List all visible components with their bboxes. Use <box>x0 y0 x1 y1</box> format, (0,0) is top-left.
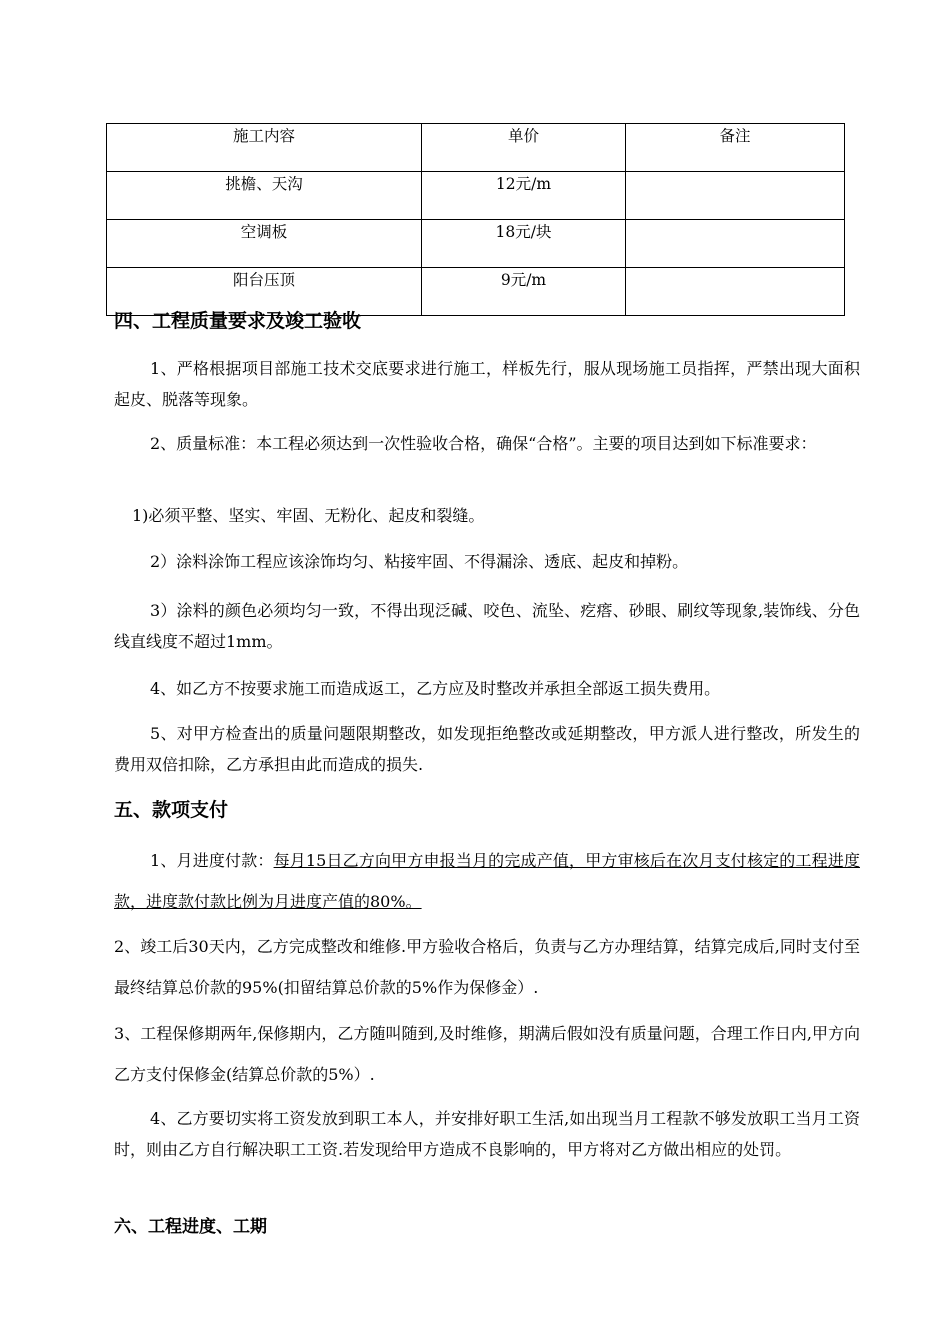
table-cell <box>626 220 845 268</box>
paragraph: 4、乙方要切实将工资发放到职工本人，并安排好职工生活,如出现当月工程款不够发放职工当月工资时，则由乙方自行解决职工工资.若发现给甲方造成不良影响的，甲方将对乙方做出相应的处罚。 <box>114 1109 860 1159</box>
paragraph: 2、质量标准：本工程必须达到一次性验收合格，确保“合格”。主要的项目达到如下标准要求： <box>150 434 817 453</box>
table-cell <box>626 268 845 316</box>
section-heading: 五、款项支付 <box>114 799 229 821</box>
paragraph-lead: 1、月进度付款： <box>150 851 274 870</box>
price-table <box>106 123 845 316</box>
section-heading: 六、工程进度、工期 <box>114 1217 267 1237</box>
paragraph: 3、工程保修期两年,保修期内，乙方随叫随到,及时维修，期满后假如没有质量问题，合理工作日内,甲方向乙方支付保修金(结算总价款的5%）. <box>114 1024 860 1084</box>
table-header-cell: 施工内容 <box>107 124 422 172</box>
paragraph: 2、竣工后30天内，乙方完成整改和维修.甲方验收合格后，负责与乙方办理结算，结算完成后,同时支付至最终结算总价款的95%(扣留结算总价款的5%作为保修金）. <box>114 937 860 997</box>
table-row <box>107 172 845 220</box>
paragraph: 1)必须平整、坚实、牢固、无粉化、起皮和裂缝。 <box>132 506 485 525</box>
table-cell: 阳台压顶 <box>107 268 422 316</box>
table-cell: 挑檐、天沟 <box>107 172 422 220</box>
table-header-row <box>107 124 845 172</box>
paragraph <box>114 840 860 922</box>
paragraph: 5、对甲方检查出的质量问题限期整改，如发现拒绝整改或延期整改，甲方派人进行整改，所发生的费用双倍扣除，乙方承担由此而造成的损失. <box>114 724 860 774</box>
paragraph: 4、如乙方不按要求施工而造成返工，乙方应及时整改并承担全部返工损失费用。 <box>150 679 721 698</box>
section-heading: 四、工程质量要求及竣工验收 <box>114 310 362 332</box>
table-cell: 18元/块 <box>422 220 626 268</box>
underlined-text: 每月15日乙方向甲方申报当月的完成产值，甲方审核后在次月支付核定的工程进度款，进度款付款比例为月进度产值的80%。 <box>114 851 860 911</box>
table-header-cell: 单价 <box>422 124 626 172</box>
table-cell: 12元/m <box>422 172 626 220</box>
table-row <box>107 220 845 268</box>
table-cell: 9元/m <box>422 268 626 316</box>
paragraph: 1、严格根据项目部施工技术交底要求进行施工，样板先行，服从现场施工员指挥，严禁出现大面积起皮、脱落等现象。 <box>114 359 860 409</box>
paragraph: 3）涂料的颜色必须均匀一致，不得出现泛碱、咬色、流坠、疙瘩、砂眼、刷纹等现象,装饰线、分色线直线度不超过1mm。 <box>114 601 860 651</box>
table-cell <box>626 172 845 220</box>
table-header-cell: 备注 <box>626 124 845 172</box>
table-cell: 空调板 <box>107 220 422 268</box>
paragraph: 2）涂料涂饰工程应该涂饰均匀、粘接牢固、不得漏涂、透底、起皮和掉粉。 <box>150 552 689 571</box>
